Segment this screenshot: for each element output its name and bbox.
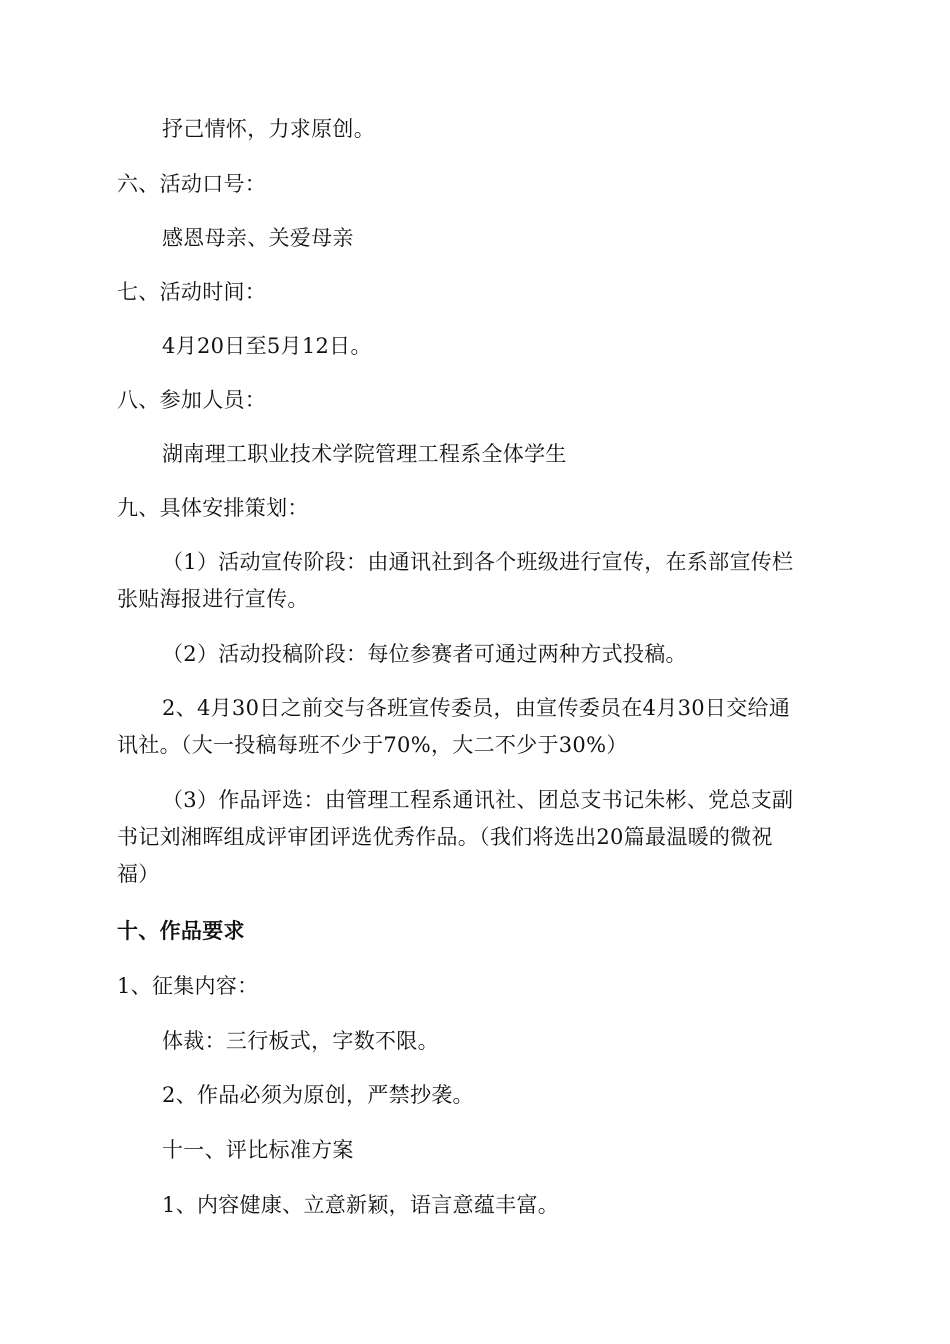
paragraph-line: 2、4月30日之前交与各班宣传委员，由宣传委员在4月30日交给通 xyxy=(162,696,791,720)
paragraph-line: 湖南理工职业技术学院管理工程系全体学生 xyxy=(162,442,567,466)
paragraph-line: （1）活动宣传阶段：由通讯社到各个班级进行宣传，在系部宣传栏 xyxy=(162,550,794,574)
paragraph-line: 十一、评比标准方案 xyxy=(162,1138,354,1162)
paragraph-line: （3）作品评选：由管理工程系通讯社、团总支书记朱彬、党总支副 xyxy=(162,788,794,812)
paragraph-line: 福） xyxy=(117,862,160,886)
paragraph-line: 抒己情怀，力求原创。 xyxy=(162,117,375,141)
paragraph-line: 1、内容健康、立意新颖，语言意蕴丰富。 xyxy=(162,1193,560,1217)
paragraph-line: 4月20日至5月12日。 xyxy=(162,334,372,358)
section-heading: 八、参加人员： xyxy=(117,388,267,412)
section-heading: 九、具体安排策划： xyxy=(117,496,309,520)
paragraph-line: 讯社。（大一投稿每班不少于70%，大二不少于30%） xyxy=(117,733,628,757)
subsection-heading: 1、征集内容： xyxy=(117,974,259,998)
paragraph-line: 2、作品必须为原创，严禁抄袭。 xyxy=(162,1083,474,1107)
paragraph-line: 体裁：三行板式，字数不限。 xyxy=(162,1029,439,1053)
paragraph-line: 感恩母亲、关爱母亲 xyxy=(162,226,354,250)
section-heading: 六、活动口号： xyxy=(117,172,267,196)
paragraph-line: 书记刘湘晖组成评审团评选优秀作品。（我们将选出20篇最温暖的微祝 xyxy=(117,825,773,849)
paragraph-line: 张贴海报进行宣传。 xyxy=(117,587,309,611)
section-heading-bold: 十、作品要求 xyxy=(117,919,245,943)
paragraph-line: （2）活动投稿阶段：每位参赛者可通过两种方式投稿。 xyxy=(162,642,687,666)
section-heading: 七、活动时间： xyxy=(117,280,267,304)
